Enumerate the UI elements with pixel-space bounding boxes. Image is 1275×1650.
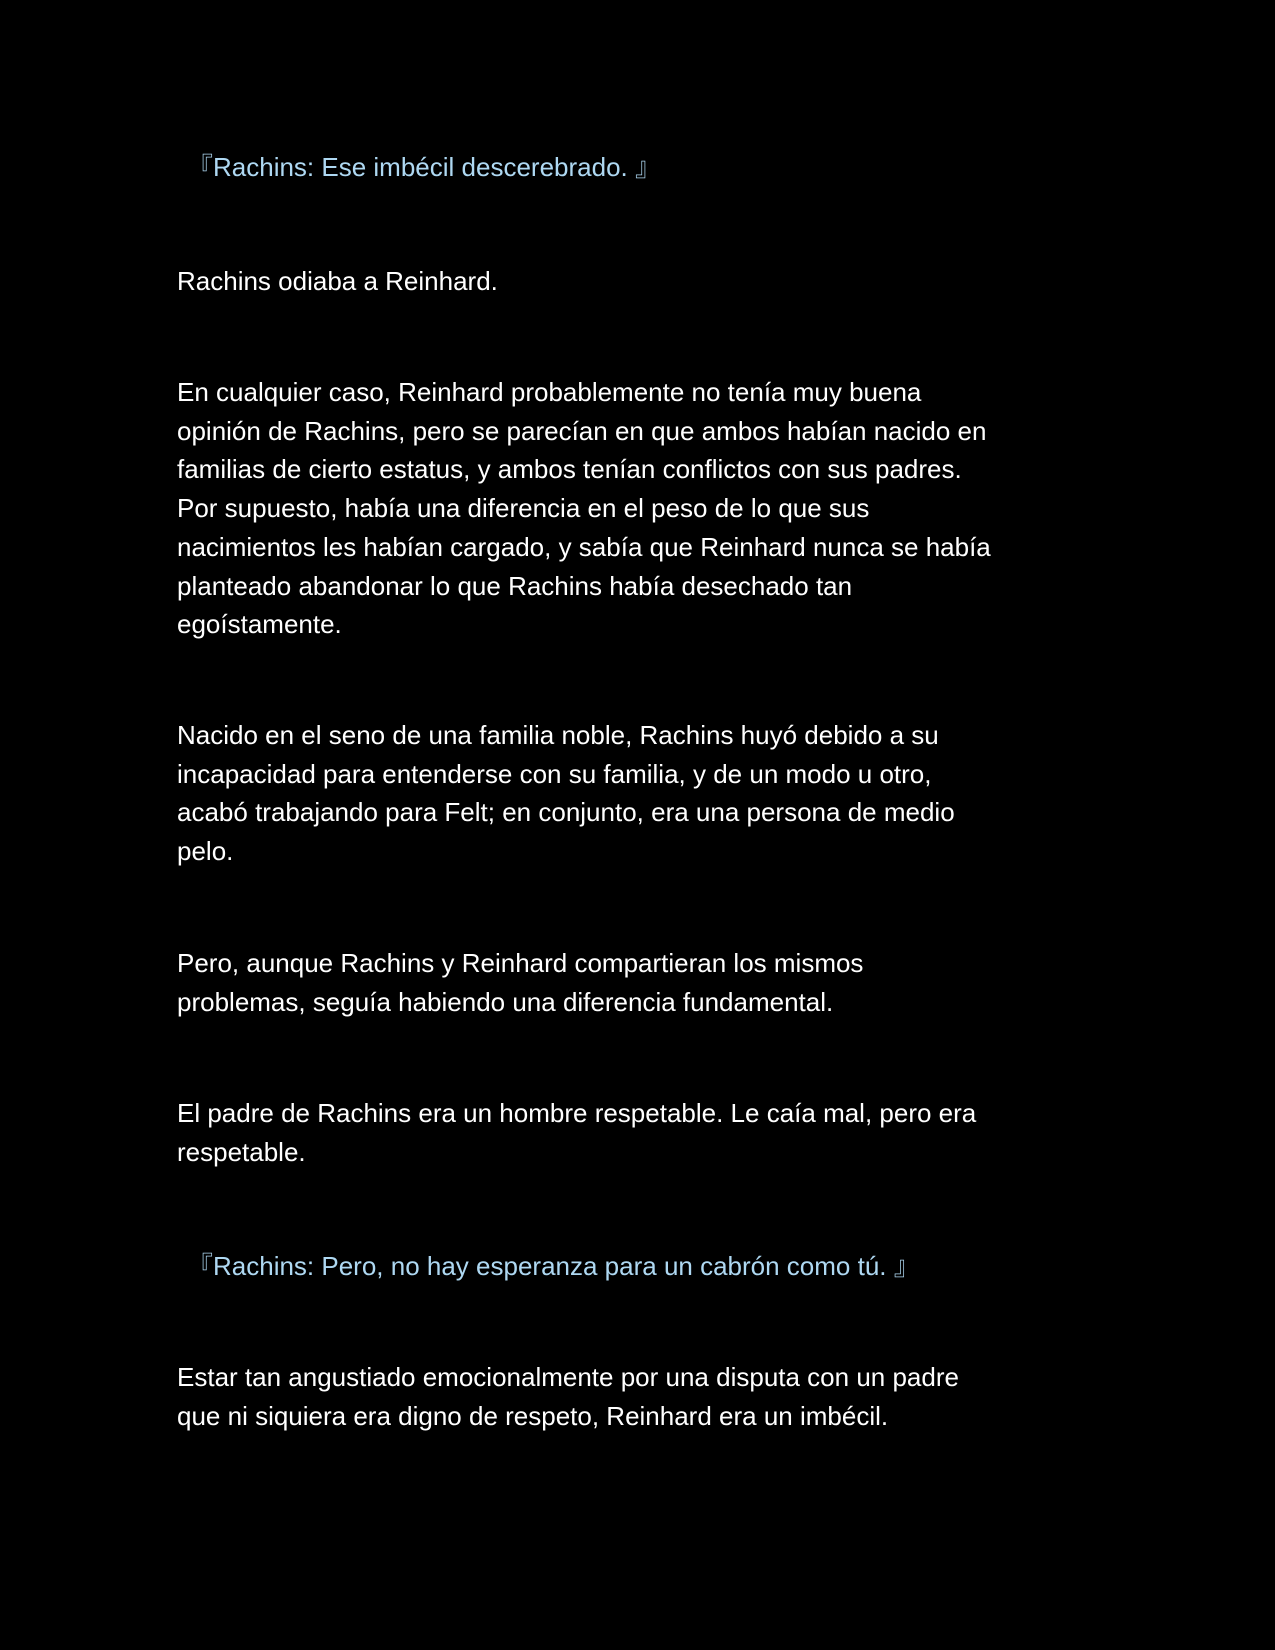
text-line: acabó trabajando para Felt; en conjunto, era una persona de medio <box>177 797 955 828</box>
text-line: familias de cierto estatus, y ambos tenían conflictos con sus padres. <box>177 454 962 485</box>
text-line: problemas, seguía habiendo una diferencia fundamental. <box>177 986 834 1017</box>
paragraph-2 <box>177 373 1097 644</box>
text-line: En cualquier caso, Reinhard probablemente no tenía muy buena <box>177 377 922 407</box>
text-line: Por supuesto, había una diferencia en el peso de lo que sus <box>177 493 870 524</box>
text-line: El padre de Rachins era un hombre respetable. Le caía mal, pero era <box>177 1098 977 1128</box>
paragraph-6 <box>177 1358 1097 1435</box>
paragraph-4 <box>177 944 1097 1021</box>
text-line: Estar tan angustiado emocionalmente por una disputa con un padre <box>177 1362 959 1392</box>
text-line: Nacido en el seno de una familia noble, Rachins huyó debido a su <box>177 720 939 750</box>
text-line: que ni siquiera era digno de respeto, Reinhard era un imbécil. <box>177 1400 889 1431</box>
text-line: egoístamente. <box>177 609 342 640</box>
text-line: Rachins odiaba a Reinhard. <box>177 266 498 296</box>
paragraph-5 <box>177 1094 1097 1171</box>
paragraph-1 <box>177 262 1097 301</box>
paragraph-3 <box>177 716 1097 871</box>
text-line: pelo. <box>177 836 234 867</box>
text-line: respetable. <box>177 1136 306 1167</box>
text-line: planteado abandonar lo que Rachins había desechado tan <box>177 570 853 601</box>
text-line: Pero, aunque Rachins y Reinhard compartieran los mismos <box>177 948 864 978</box>
dialogue-line-rachins-1: 『Rachins: Ese imbécil descerebrado. 』 <box>187 152 661 182</box>
text-line: incapacidad para entenderse con su familia, y de un modo u otro, <box>177 758 932 789</box>
text-line: nacimientos les habían cargado, y sabía que Reinhard nunca se había <box>177 531 991 562</box>
dialogue-line-rachins-2: 『Rachins: Pero, no hay esperanza para un cabrón como tú. 』 <box>187 1251 920 1281</box>
text-line: opinión de Rachins, pero se parecían en que ambos habían nacido en <box>177 415 987 446</box>
